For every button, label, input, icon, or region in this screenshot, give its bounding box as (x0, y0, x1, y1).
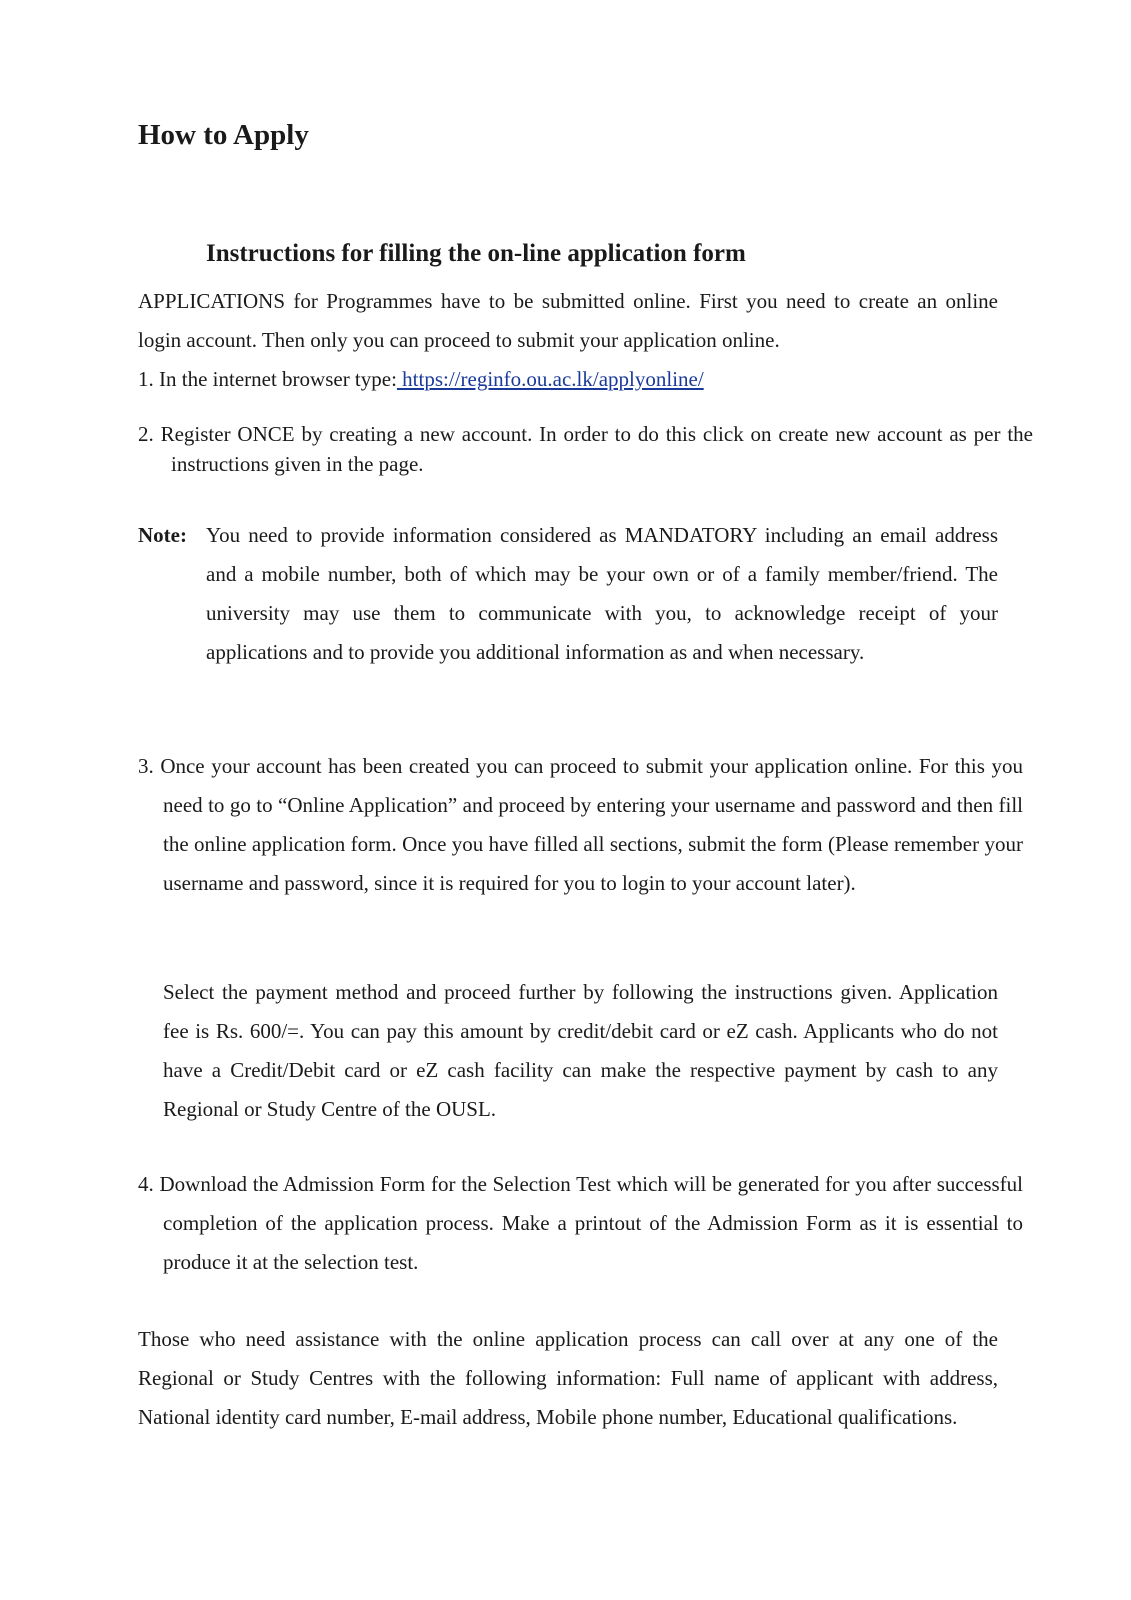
assistance-paragraph: Those who need assistance with the online application process can call over at any one of the Regional or Study Centres with the following information: Full name of applicant with address, National identity card number, E-mail address, Mobile phone number, Educational qualifications. (138, 1327, 998, 1429)
step-1-text: 1. In the internet browser type: (138, 367, 397, 391)
step-4: 4. Download the Admission Form for the Selection Test which will be generated for you after successful completion of the application process. Make a printout of the Admission Form as it is essential to produce it at the selection test. (138, 1172, 1023, 1274)
step-1 (138, 360, 998, 399)
step-2: 2. Register ONCE by creating a new account. In order to do this click on create new account as per the instructions given in the page. (138, 422, 1033, 476)
note-block (138, 516, 998, 672)
note-label: Note: (138, 523, 187, 547)
payment-paragraph: Select the payment method and proceed further by following the instructions given. Application fee is Rs. 600/=. You can pay this amount by credit/debit card or eZ cash. Applicants who do not have a Credit/Debit card or eZ cash facility can make the respective payment by cash to any Regional or Study Centre of the OUSL. (163, 980, 998, 1121)
intro-paragraph: APPLICATIONS for Programmes have to be submitted online. First you need to create an online login account. Then only you can proceed to submit your application online. (138, 289, 998, 352)
section-heading: Instructions for filling the on-line application form (206, 240, 746, 267)
apply-online-link[interactable]: https://reginfo.ou.ac.lk/applyonline/ (396, 367, 704, 391)
step-3: 3. Once your account has been created you can proceed to submit your application online. For this you need to go to “Online Application” and proceed by entering your username and password and then fill the online application form. Once you have filled all sections, submit the form (Please remember your username and password, since it is required for you to login to your account later). (138, 754, 1023, 895)
page-title: How to Apply (138, 119, 309, 151)
note-text: You need to provide information considered as MANDATORY including an email address and a mobile number, both of which may be your own or of a family member/friend. The university may use them to communicate with you, to acknowledge receipt of your applications and to provide you additional information as and when necessary. (206, 523, 998, 664)
